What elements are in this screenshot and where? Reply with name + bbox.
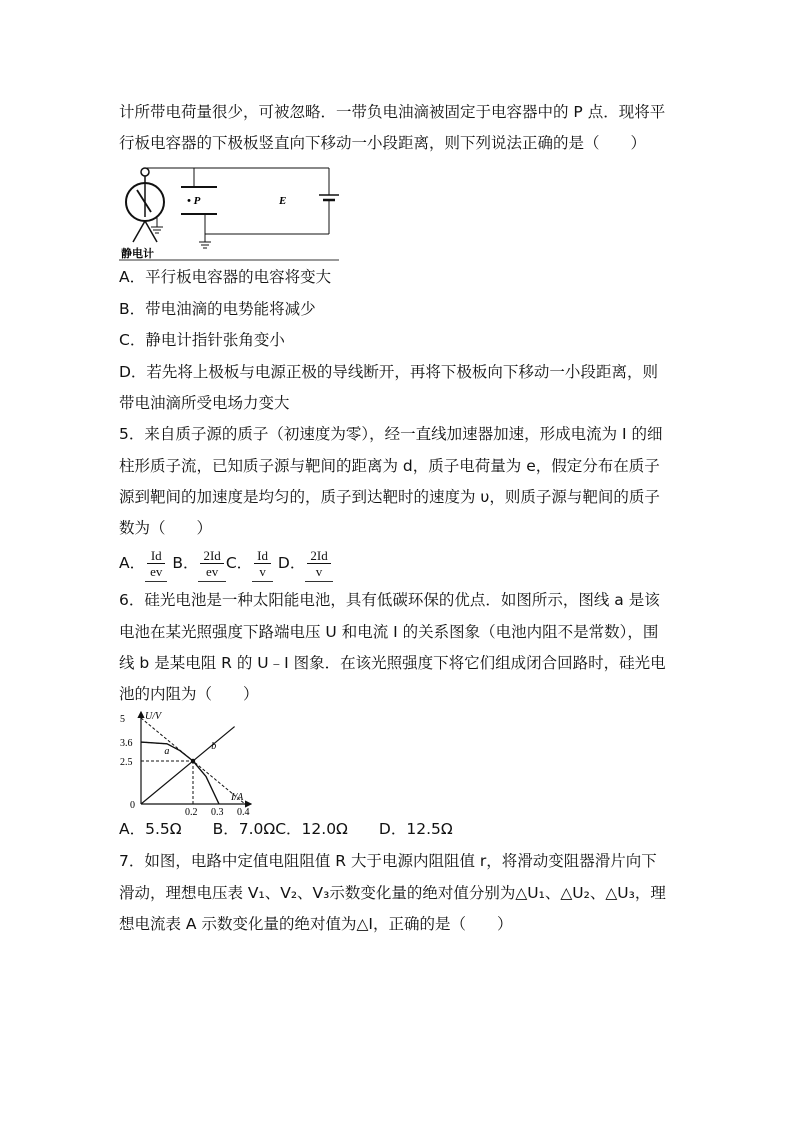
- q6-options: A．5.5Ω B．7.0ΩC．12.0Ω D．12.5Ω: [119, 820, 453, 838]
- x-tick-label-1: 0.3: [211, 807, 224, 816]
- q5-stem-line2: 柱形质子流，已知质子源与靶间的距离为 d，质子电荷量为 e，假定分布在质子: [119, 457, 660, 475]
- q7-stem-line1: 7．如图，电路中定值电阻阻值 R 大于电源内阻阻值 r，将滑动变阻器滑片向下: [119, 852, 657, 870]
- intersection-point: [191, 759, 195, 763]
- q5-option-b-label: B．: [172, 554, 199, 572]
- y-tick-label-1: 3.6: [120, 738, 133, 750]
- q5-stem-line4: 数为（ ）: [119, 519, 213, 537]
- q5-option-c-fraction: $\frac{Id}{v}$: [252, 546, 273, 580]
- q5-option-c-label: C．: [225, 554, 253, 572]
- source-e-label: E: [279, 195, 287, 207]
- q4-option-a: A．平行板电容器的电容将变大: [119, 268, 332, 286]
- q4-option-b: B．带电油滴的电势能将减少: [119, 300, 316, 318]
- q4-stem-line2: 行板电容器的下极板竖直向下移动一小段距离，则下列说法正确的是（ ）: [119, 134, 647, 152]
- y-tick-label-2: 5: [120, 714, 125, 725]
- q5-option-d-fraction: $\frac{2Id}{v}$: [305, 546, 332, 580]
- point-p-label: • P: [187, 195, 201, 207]
- capacitor-circuit-figure: [119, 162, 339, 262]
- ui-graph: [119, 708, 259, 816]
- series-b-line: [141, 727, 235, 804]
- q4-option-d-cont: 带电油滴所受电场力变大: [119, 394, 290, 412]
- x-tick-label-0: 0.2: [185, 807, 198, 816]
- q6-stem-line1: 6．硅光电池是一种太阳能电池，具有低碳环保的优点．如图所示，图线 a 是该: [119, 591, 660, 609]
- q5-option-a-label: A．: [119, 554, 146, 572]
- series-a-label: a: [164, 746, 170, 758]
- q7-stem-line2: 滑动，理想电压表 V₁、V₂、V₃示数变化量的绝对值分别为△U₁、△U₂、△U₃，理: [119, 884, 666, 902]
- y-tick-label-0: 2.5: [120, 757, 133, 768]
- q5-option-d-label: D．: [277, 554, 306, 572]
- q4-stem-line1: 计所带电荷量很少，可被忽略．一带负电油滴被固定于电容器中的 P 点．现将平: [119, 103, 666, 121]
- q4-option-c: C．静电计指针张角变小: [119, 331, 285, 349]
- y-axis-label: U/V: [145, 711, 162, 722]
- q5-option-a-fraction: $\frac{Id}{ev}$: [145, 546, 167, 580]
- q6-stem-line2: 电池在某光照强度下路端电压 U 和电流 I 的关系图象（电池内阻不是常数），围: [119, 623, 659, 641]
- q7-stem-line3: 想电流表 A 示数变化量的绝对值为△I，正确的是（ ）: [119, 915, 513, 933]
- q5-option-b-fraction: $\frac{2Id}{ev}$: [198, 546, 225, 580]
- q5-options: [119, 546, 333, 580]
- q6-stem-line3: 线 b 是某电阻 R 的 U﹣I 图象．在该光照强度下将它们组成闭合回路时，硅光电: [119, 654, 666, 672]
- origin-label: 0: [130, 800, 135, 811]
- q4-option-d: D．若先将上极板与电源正极的导线断开，再将下极板向下移动一小段距离，则: [119, 363, 658, 381]
- q5-stem-line3: 源到靶间的加速度是均匀的，质子到达靶时的速度为 υ，则质子源与靶间的质子: [119, 488, 660, 506]
- q5-stem-line1: 5．来自质子源的质子（初速度为零），经一直线加速器加速，形成电流为 I 的细: [119, 425, 663, 443]
- electrometer-label: 静电计: [121, 247, 154, 260]
- x-axis-label: I/A: [231, 792, 244, 803]
- x-tick-label-2: 0.4: [237, 807, 250, 816]
- q6-stem-line4: 池的内阻为（ ）: [119, 685, 259, 703]
- series-b-label: b: [211, 740, 217, 752]
